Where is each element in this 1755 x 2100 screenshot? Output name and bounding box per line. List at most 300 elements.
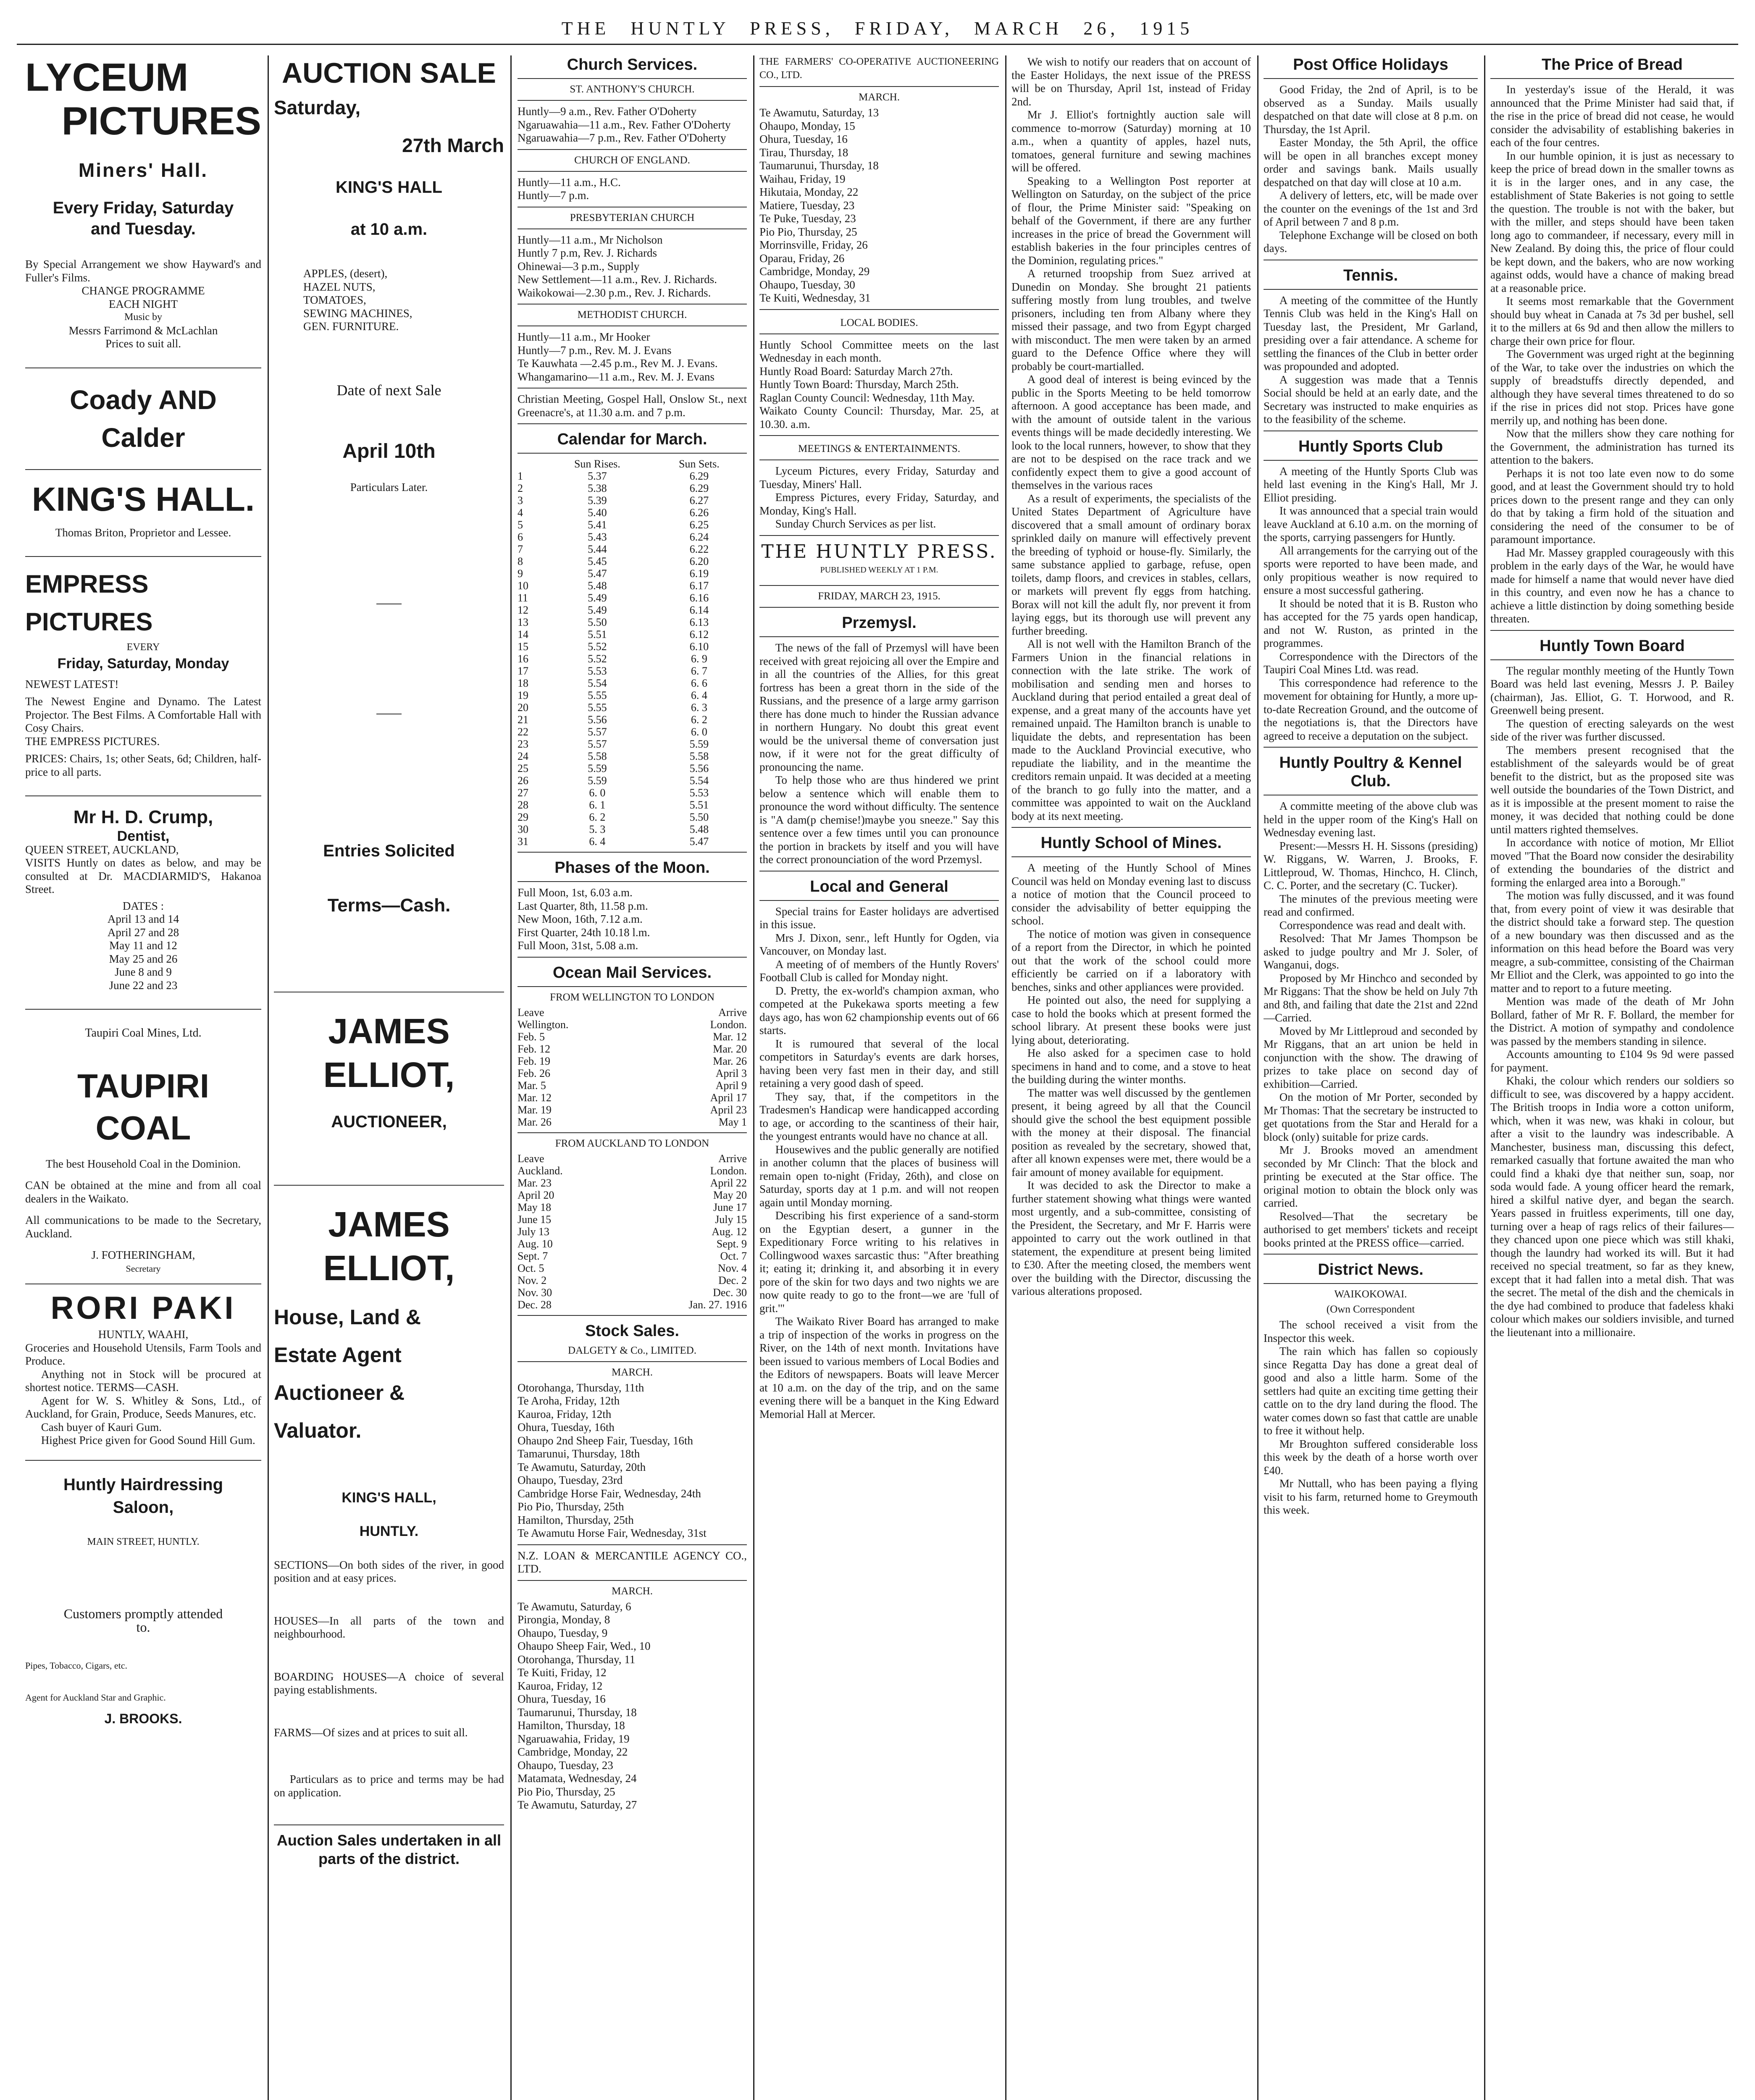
calendar-cell: 5.58 <box>689 750 709 762</box>
calendar-cell: 19 <box>518 689 528 701</box>
column-rule <box>1257 55 1258 2100</box>
moon-1: Full Moon, 1st, 6.03 a.m. <box>518 886 633 899</box>
calendar-cell: 6.12 <box>689 628 709 640</box>
price-of-bread-heading: The Price of Bread <box>1542 56 1683 74</box>
mail-leave-cell: Feb. 12 <box>518 1042 550 1055</box>
dates-3: May 11 and 12 <box>109 939 177 952</box>
lg-8: Describing his first experience of a sand-storm on the Egyptian desert, a gunner in the Expeditionary Force writing to his relatives in Collingwood waxes sarcastic thus: "After breathing it; eating it; drinking it, and absorbing it in every pore of the skin for two days and two nights we are now quite ready to go to the front—we are 'full of grit.'" <box>759 1209 999 1315</box>
calendar-cell: 16 <box>518 653 528 665</box>
calendar-cell: 6. 6 <box>691 677 707 689</box>
pipes-tobacco: Pipes, Tobacco, Cigars, etc. <box>25 1660 128 1671</box>
mail-header-row <box>518 1165 747 1177</box>
calendar-cell: 5.37 <box>588 470 607 482</box>
lg-5: It is rumoured that several of the local competitors in Saturday's events are dark horses, having been very fast men in their day, and still retaining a very good dash of speed. <box>759 1037 999 1089</box>
stock-sale-item: Te Kuiti, Wednesday, 31 <box>759 291 871 304</box>
methodist-4: Whangamarino—11 a.m., Rev. M. J. Evans <box>518 370 715 383</box>
calendar-cell: 6.19 <box>689 567 709 580</box>
stock-sale-item: Te Awamutu, Saturday, 27 <box>518 1798 637 1811</box>
mail-leave-cell: Oct. 5 <box>518 1262 544 1274</box>
calendar-cell: 15 <box>518 640 528 653</box>
calendar-cell: 18 <box>518 677 528 689</box>
mail-header-row <box>518 1018 747 1031</box>
mail-arrive-cell: June 17 <box>713 1201 747 1213</box>
st-anthonys: ST. ANTHONY'S CHURCH. <box>570 84 695 95</box>
po-1: Good Friday, the 2nd of April, is to be observed as a Sunday. Mails usually despatched on that date will close at 8 p.m. on Thursday, the 1st April. <box>1264 83 1478 136</box>
mail-row <box>518 1055 747 1067</box>
lg-7: Housewives and the public generally are notified in another column that the places of business will remain open to-night (Friday, 26th), and close on Saturday, sports day at 1 p.m. and will not reopen again until Monday morning. <box>759 1143 999 1209</box>
calendar-cell: 5.49 <box>588 604 607 616</box>
poultry-2: Present:—Messrs H. H. Sissons (presiding) W. Riggans, W. Warren, J. Brooks, F. Littleproud, W. Thomas, Hinchco, H. Clinch, C. C. Porter, and the secretary (C. Tucker). <box>1264 839 1478 892</box>
mail-header-row <box>518 1152 747 1165</box>
stock-sale-item: Te Aroha, Friday, 12th <box>518 1394 620 1407</box>
calendar-cell: 24 <box>518 750 528 762</box>
calendar-header-row <box>518 458 747 470</box>
stock-sale-item: Ohaupo, Tuesday, 23rd <box>518 1474 623 1486</box>
auction-sales-undertaken: Auction Sales undertaken in all parts of the district. <box>276 1832 502 1867</box>
calendar-row <box>518 482 747 494</box>
calendar-header-cell: Sun Sets. <box>678 458 720 470</box>
best-household-coal: The best Household Coal in the Dominion. <box>45 1157 241 1170</box>
calendar-cell: 6.29 <box>689 482 709 494</box>
coady-calder: Coady AND Calder <box>70 384 217 453</box>
farmers-coop: THE FARMERS' CO-OPERATIVE AUCTIONEERING CO., LTD. <box>759 56 999 81</box>
calendar-cell: 5.59 <box>588 774 607 787</box>
mail-arrive-cell: April 9 <box>715 1079 747 1092</box>
stock-sale-item: Matiere, Tuesday, 23 <box>759 199 855 212</box>
calendar-cell: 5.59 <box>588 762 607 774</box>
c5-4: A returned troopship from Suez arrived at Dunedin on Monday. She brought 21 patients suffering mostly from lung troubles, and twelve prisoners, including ten from Albany where they missed their passage, and two from Egypt charged with misconduct. The men were taken by an armed guard to the Defence Office where they will probably be court-martialled. <box>1011 267 1251 373</box>
mail-leave-cell: Mar. 26 <box>518 1116 552 1128</box>
empress-every: EVERY <box>126 642 160 653</box>
goods-1: APPLES, (desert), <box>303 267 388 280</box>
st-anthony-3: Ngaruawahia—7 p.m., Rev. Father O'Doherty <box>518 131 726 144</box>
kings-hall-proprietor: Thomas Briton, Proprietor and Lessee. <box>55 526 231 539</box>
calendar-cell: 25 <box>518 762 528 774</box>
stock-sale-item: Te Awamutu Horse Fair, Wednesday, 31st <box>518 1527 707 1539</box>
prices-suit: Prices to suit all. <box>105 337 181 350</box>
calendar-cell: 5.53 <box>689 787 709 799</box>
bread-3: It seems most remarkable that the Government should buy wheat in Canada at 7s 3d per bushel, sell it to the millers at 6s 9d and then allow the millers to charge their own price for flour. <box>1490 295 1734 347</box>
sports-6: This correspondence had reference to the movement for obtaining for Huntly, a more up-to-date Recreation Ground, and the outcome of the negotiations is, that the Directors have agreed to receive a deputation on the subject. <box>1264 676 1478 742</box>
stock-sale-item: Te Awamutu, Saturday, 6 <box>518 1600 631 1613</box>
calendar-cell: 26 <box>518 774 528 787</box>
mines-6: It was decided to ask the Director to make a further statement showing what things were wanted most urgently, and a sub-committee, consisting of the President, the Secretary, and Mr F. Harris were appointed to carry out the work outlined in that statement, the expenditure at present being limited to £30. After the meeting closed, the members went over the building with the Director, discussing the various alterations proposed. <box>1011 1179 1251 1297</box>
calendar-cell: 6.29 <box>689 470 709 482</box>
estate-agent: Estate Agent <box>274 1343 402 1367</box>
auctioneer: AUCTIONEER, <box>331 1112 447 1131</box>
waikokowai: WAIKOKOWAI. <box>1334 1289 1407 1300</box>
column-2 <box>274 55 504 2100</box>
stock-sale-item: Tirau, Thursday, 18 <box>759 146 849 159</box>
stock-sale-item: Hamilton, Thursday, 25th <box>518 1513 634 1526</box>
entries-solicited: Entries Solicited <box>323 841 455 860</box>
stock-sale-item: Oparau, Friday, 26 <box>759 252 845 265</box>
calendar-cell: 5.59 <box>689 738 709 750</box>
tb-7: Accounts amounting to £104 9s 9d were passed for payment. <box>1490 1048 1734 1074</box>
calendar-row <box>518 738 747 750</box>
rori-price: Highest Price given for Good Sound Hill Gum. <box>41 1434 255 1446</box>
calendar-cell: 3 <box>518 494 523 507</box>
calendar-heading: Calendar for March. <box>557 430 707 448</box>
local-general-heading: Local and General <box>810 877 948 895</box>
poultry-10: Resolved—That the secretary be authorised to get members' tickets and receipt books printed at the PRESS office—carried. <box>1264 1210 1478 1249</box>
mail-arrive-cell: April 17 <box>710 1091 747 1104</box>
tb-3: The members present recognised that the establishment of the saleyards would be of great benefit to the district, but as the proposed site was well outside the boundaries of the Town District, and as it is impossible at the present moment to raise the money, it was decided that nothing could be done until matters righted themselves. <box>1490 743 1734 836</box>
calendar-row <box>518 519 747 531</box>
particulars-later: Particulars Later. <box>350 481 428 494</box>
dn-1: The school received a visit from the Inspector this week. <box>1264 1318 1478 1344</box>
lg-2: Mrs J. Dixon, senr., left Huntly for Ogden, via Vancouver, on Monday last. <box>759 931 999 957</box>
rori-goods: Groceries and Household Utensils, Farm Tools and Produce. <box>25 1341 261 1367</box>
stock-sale-item: Taumarunui, Thursday, 18 <box>518 1706 637 1719</box>
calendar-cell: 1 <box>518 470 523 482</box>
calendar-cell: 5.51 <box>588 628 607 640</box>
mail-row <box>518 1274 747 1286</box>
stock-sale-item: Tamarunui, Thursday, 18th <box>518 1447 640 1460</box>
calendar-cell: 9 <box>518 567 523 580</box>
calendar-cell: 5.57 <box>588 726 607 738</box>
dates-label: DATES : <box>122 899 164 912</box>
column-rule <box>753 55 754 2100</box>
calendar-cell: 5. 3 <box>589 823 606 835</box>
stock-sale-item: Kauroa, Friday, 12 <box>518 1679 603 1692</box>
calendar-cell: 23 <box>518 738 528 750</box>
dentist: Dentist, <box>117 828 170 844</box>
mail-arrive-cell: Mar. 26 <box>713 1055 747 1067</box>
calendar-cell: 6.27 <box>689 494 709 507</box>
town-board-heading: Huntly Town Board <box>1540 637 1685 655</box>
mail-leave-cell: Mar. 5 <box>518 1079 546 1092</box>
calendar-table <box>518 458 747 848</box>
calendar-cell: 6. 1 <box>589 799 606 811</box>
column-rule <box>510 55 512 2100</box>
mail-header-cell: Arrive <box>718 1152 747 1165</box>
calendar-cell: 5.47 <box>588 567 607 580</box>
poultry-kennel-heading: Huntly Poultry & Kennel Club. <box>1279 754 1462 790</box>
mail-arrive-cell: May 1 <box>718 1116 747 1128</box>
farms: FARMS—Of sizes and at prices to suit all. <box>274 1726 468 1739</box>
terms-cash: Terms—Cash. <box>327 895 451 916</box>
mail-header-cell: London. <box>710 1164 747 1177</box>
calendar-row <box>518 774 747 787</box>
mail-row <box>518 1067 747 1079</box>
mail-leave-cell: Mar. 19 <box>518 1103 552 1116</box>
calendar-cell: 6.26 <box>689 507 709 519</box>
methodist-3: Te Kauwhata —2.45 p.m., Rev M. J. Evans. <box>518 357 718 370</box>
calendar-cell: 14 <box>518 628 528 640</box>
calendar-cell: 6.13 <box>689 616 709 628</box>
calendar-cell: 5.54 <box>689 774 709 787</box>
fotheringham: J. FOTHERINGHAM, <box>91 1249 195 1261</box>
calendar-cell: 11 <box>518 592 528 604</box>
main-street: MAIN STREET, HUNTLY. <box>87 1536 200 1547</box>
school-of-mines-heading: Huntly School of Mines. <box>1040 834 1222 852</box>
mail-row <box>518 1250 747 1262</box>
mail-arrive-cell: Mar. 20 <box>713 1042 747 1055</box>
mail-row <box>518 1031 747 1043</box>
calendar-row <box>518 677 747 689</box>
march-27: 27th March <box>402 134 504 156</box>
calendar-cell: 5.48 <box>588 580 607 592</box>
mail-table-2 <box>518 1152 747 1311</box>
mail-header-cell: Leave <box>518 1006 544 1018</box>
goods-5: GEN. FURNITURE. <box>303 320 399 333</box>
mail-leave-cell: Feb. 5 <box>518 1030 545 1043</box>
mail-leave-cell: May 18 <box>518 1201 552 1213</box>
each-night: EACH NIGHT <box>108 297 178 310</box>
bread-5: Now that the millers show they care nothing for the Government, the administration has turned its attention to the bakers. <box>1490 427 1734 466</box>
po-2: Easter Monday, the 5th April, the office will be open in all branches except money order and savings bank. Mails usually despatched on that day will close at 10 a.m. <box>1264 136 1478 189</box>
coe-2: Huntly—7 p.m. <box>518 189 589 202</box>
dalgety: DALGETY & Co., LIMITED. <box>568 1344 696 1356</box>
house-land: House, Land & <box>274 1305 421 1329</box>
masthead-rule <box>17 44 1738 45</box>
sports-1: A meeting of the Huntly Sports Club was held last evening in the King's Hall, Mr J. Elliot presiding. <box>1264 465 1478 504</box>
lb-3: Huntly Town Board: Thursday, March 25th. <box>759 378 959 391</box>
mail-arrive-cell: Sept. 9 <box>716 1237 747 1250</box>
c5-5: A good deal of interest is being evinced by the public in the Sports Meeting to be held tomorrow afternoon. A good acceptance has been made, and with the amount of outside talent in the various events things will be made decidedly interesting. We look to the local runners, however, to show that they are not to be despised on the race track and we confidently expect them to give a good account of themselves in the various races <box>1011 373 1251 491</box>
calendar-cell: 5.40 <box>588 507 607 519</box>
presbyterian: PRESBYTERIAN CHURCH <box>570 212 695 223</box>
sports-club-heading: Huntly Sports Club <box>1298 437 1443 455</box>
calendar-row <box>518 616 747 628</box>
lg-6: They say, that, if the competitors in the Tradesmen's Handicap were handicapped according to age, or according to the scantiness of their hair, the youngest entrants would have no chance at all. <box>759 1090 999 1142</box>
calendar-cell: 6. 4 <box>589 835 606 848</box>
mail-header-cell: Arrive <box>718 1006 747 1018</box>
mail-arrive-cell: April 23 <box>710 1103 747 1116</box>
dates-5: June 8 and 9 <box>115 966 172 978</box>
meetings-heading: MEETINGS & ENTERTAINMENTS. <box>798 443 961 454</box>
calendar-cell: 5.56 <box>588 714 607 726</box>
nz-loan: N.Z. LOAN & MERCANTILE AGENCY CO., LTD. <box>518 1549 747 1575</box>
james-elliot-title-2: JAMES ELLIOT, <box>323 1204 455 1288</box>
mail-row <box>518 1104 747 1116</box>
calendar-cell: 5.53 <box>588 665 607 677</box>
calendar-row <box>518 689 747 701</box>
mail-arrive-cell: Jan. 27. 1916 <box>688 1298 747 1311</box>
mines-4: He also asked for a specimen case to hold specimens in hand and to come, and a stove to heat the building during the winter months. <box>1011 1047 1251 1086</box>
dates-1: April 13 and 14 <box>107 913 179 925</box>
valuator: Valuator. <box>274 1418 362 1442</box>
dates-6: June 22 and 23 <box>109 979 178 992</box>
district-news-heading: District News. <box>1318 1261 1424 1278</box>
meet-1: Lyceum Pictures, every Friday, Saturday and Tuesday, Miners' Hall. <box>759 465 999 491</box>
calendar-row <box>518 726 747 738</box>
bread-7: Had Mr. Massey grappled courageously with this problem in the early days of the War, he would have made for himself a name that would never have died in this country, and even now he has a chance to achieve a little distinction by doing something beside threaten. <box>1490 546 1734 625</box>
stock-sale-item: Ohaupo, Monday, 15 <box>759 119 855 132</box>
calendar-cell: 6. 7 <box>691 665 707 677</box>
tb-4: In accordance with notice of motion, Mr Elliot moved "That the Board now consider the desirability of extending the boundaries of the district and forming the enlarged area into a Borough." <box>1490 836 1734 889</box>
calendar-cell: 6.24 <box>689 531 709 543</box>
po-4: Telephone Exchange will be closed on both days. <box>1264 228 1478 255</box>
date-next-sale: Date of next Sale <box>336 381 441 399</box>
kings-hall-huntly: KING'S HALL, <box>342 1489 436 1506</box>
lg-3: A meeting of of members of the Huntly Rovers' Football Club is called for Monday night. <box>759 958 999 984</box>
sale-time: at 10 a.m. <box>350 220 428 239</box>
rori-cash: Cash buyer of Kauri Gum. <box>41 1420 162 1433</box>
calendar-cell: 6. 2 <box>589 811 606 823</box>
dates-4: May 25 and 26 <box>109 952 178 965</box>
calendar-cell: 6.17 <box>689 580 709 592</box>
st-anthony-2: Ngaruawahia—11 a.m., Rev. Father O'Doherty <box>518 118 731 131</box>
kings-hall-title: KING'S HALL. <box>32 480 255 518</box>
mail-leave-cell: Nov. 30 <box>518 1286 552 1299</box>
calendar-cell: 6. 0 <box>691 726 707 738</box>
stock-sale-item: Te Awamutu, Saturday, 13 <box>759 106 879 119</box>
moon-4: First Quarter, 24th 10.18 l.m. <box>518 926 650 939</box>
calendar-row <box>518 470 747 482</box>
calendar-row <box>518 835 747 848</box>
mail-row <box>518 1116 747 1128</box>
presby-1: Huntly—11 a.m., Mr Nicholson <box>518 233 663 246</box>
calendar-cell: 6.14 <box>689 604 709 616</box>
c5-3: Speaking to a Wellington Post reporter at Wellington on Saturday, on the subject of the price of flour, the Prime Minister said: "Speaking on behalf of the Government, if there are any further increases in the price of bread the Government will establish bakeries in the four principles centres of the Dominion, regulating prices." <box>1011 174 1251 267</box>
hairdressing-title: Huntly Hairdressing <box>63 1475 223 1494</box>
calendar-cell: 2 <box>518 482 523 494</box>
stock-sale-item: Ohura, Tuesday, 16 <box>759 133 848 145</box>
mail-row <box>518 1177 747 1189</box>
mail-leave-cell: Feb. 19 <box>518 1055 550 1067</box>
calendar-row <box>518 580 747 592</box>
prz-2: To help those who are thus hindered we print below a sentence which will enable them to pronounce the word without difficulty. The sentence is "A dam(p chemise!)maybe you sneeze." Say this sentence over a few times until you can pronounce the portion in brackets by itself and you will have the correct pronounciation of the word Przemysl. <box>759 774 999 866</box>
presby-2: Huntly 7 p.m, Rev. J. Richards <box>518 247 657 259</box>
christian-meeting: Christian Meeting, Gospel Hall, Onslow St., next Greenacre's, at 11.30 a.m. and 7 p.m. <box>518 393 747 419</box>
column-rule <box>1005 55 1006 2100</box>
methodist: METHODIST CHURCH. <box>577 309 687 320</box>
calendar-cell: 5.50 <box>689 811 709 823</box>
tennis-2: A suggestion was made that a Tennis Social should be held at an early date, and the Secretary was instructed to make enquiries as to the feasibility of the scheme. <box>1264 373 1478 425</box>
mail-arrive-cell: April 3 <box>715 1067 747 1079</box>
tb-2: The question of erecting saleyards on the west side of the river was further discussed. <box>1490 717 1734 743</box>
calendar-row <box>518 750 747 762</box>
calendar-cell: 5.51 <box>689 799 709 811</box>
mail-row <box>518 1286 747 1299</box>
special-arrangement: By Special Arrangement we show Hayward's and Fuller's Films. <box>25 258 261 284</box>
published-weekly: PUBLISHED WEEKLY AT 1 P.M. <box>820 565 938 575</box>
mail-table-1 <box>518 1006 747 1128</box>
presby-5: Waikokowai—2.30 p.m., Rev. J. Richards. <box>518 286 711 299</box>
column-5 <box>1011 55 1251 2100</box>
calendar-cell: 20 <box>518 701 528 714</box>
goods-2: HAZEL NUTS, <box>303 280 376 293</box>
mail-row <box>518 1189 747 1201</box>
rori-stock: Anything not in Stock will be procured at shortest notice. TERMS—CASH. <box>25 1368 261 1394</box>
stock-sale-item: Ohaupo, Tuesday, 9 <box>518 1626 608 1639</box>
sports-2: It was announced that a special train would leave Auckland at 6.10 a.m. on the morning of the sports, carrying passengers for Huntly. <box>1264 504 1478 543</box>
dn-3: Mr Broughton suffered considerable loss this week by the death of a horse worth over £40. <box>1264 1437 1478 1477</box>
column-rule <box>1484 55 1485 2100</box>
sports-4: It should be noted that it is B. Ruston who has accepted for the 75 yards open handicap, and not W. Ruston, as printed in the programmes. <box>1264 597 1478 649</box>
calendar-cell: 5.41 <box>588 519 607 531</box>
tb-6: Mention was made of the death of Mr John Bollard, father of Mr R. F. Bollard, the member for the District. A motion of sympathy and condolence was passed by the members standing in silence. <box>1490 995 1734 1047</box>
local-bodies: LOCAL BODIES. <box>840 317 918 328</box>
c5-6: As a result of experiments, the specialists of the United States Department of Agriculture have discovered that a small amount of ordinary borax sprinkled daily on manure will effectively prevent the breeding of typhoid or house-fly. Similarly, the same substance applied to garbage, refuse, open toilets, damp floors, and crevices in stables, cellars, or markets will prevent fly eggs from hatching. Borax will not kill the adult fly, nor prevent it from laying eggs, but its thorough use will prevent any further breeding. <box>1011 492 1251 637</box>
stock-sale-item: Pio Pio, Thursday, 25 <box>759 225 857 238</box>
calendar-cell: 30 <box>518 823 528 835</box>
moon-3: New Moon, 16th, 7.12 a.m. <box>518 913 643 925</box>
st-anthony-1: Huntly—9 a.m., Rev. Father O'Doherty <box>518 105 697 118</box>
agent-auckland-star: Agent for Auckland Star and Graphic. <box>25 1692 166 1703</box>
tennis-1: A meeting of the committee of the Huntly Tennis Club was held in the King's Hall on Tuesday last, the President, Mr Garland, presiding over a fair attendance. A scheme for settling the finances of the Club in better order was propounded and adopted. <box>1264 294 1478 373</box>
mail-heading: Ocean Mail Services. <box>552 963 712 982</box>
calendar-header-cell <box>518 458 543 470</box>
brooks: J. BROOKS. <box>104 1711 182 1726</box>
empress-name: THE EMPRESS PICTURES. <box>25 735 160 748</box>
c5-7: All is not well with the Hamilton Branch of the Farmers Union in the financial relations in connection with the late strike. The work of mobilisation and sending men and horses to Auckland during that period entailed a great deal of expense, and a great many of the accounts have yet remained unpaid. The Hamilton branch is unable to liquidate the debts, and representation has been made to the Auckland Provincial executive, who repudiate the liability, and in the meantime the creditors remain unpaid. It was decided at a meeting of the branch to go fully into the matter, and a committee was appointed to wait on the Auckland body at its next meeting. <box>1011 638 1251 822</box>
column-6 <box>1264 55 1478 2100</box>
calendar-header-cell: Sun Rises. <box>574 458 620 470</box>
lb-1: Huntly School Committee meets on the last Wednesday in each month. <box>759 338 999 364</box>
calendar-row <box>518 628 747 640</box>
stock-sale-item: Ngaruawahia, Friday, 19 <box>518 1732 630 1745</box>
stock-sale-item: Ohaupo 2nd Sheep Fair, Tuesday, 16th <box>518 1434 693 1447</box>
stock-sale-item: Ohura, Tuesday, 16 <box>518 1693 606 1705</box>
mail-arrive-cell: Dec. 30 <box>713 1286 747 1299</box>
bread-2: In our humble opinion, it is just as necessary to keep the price of bread down in the smaller towns as it is in the larger ones, and in any case, the establishment of State Bakeries is not going to settle the question. The trouble is not with the baker, but with the miller, and steps should have been taken long ago to commandeer, if necessary, every mill in New Zealand. By doing this, the price of flour could be kept down, and the bakers, who are now working against odds, would have a chance of making bread at a reasonable price. <box>1490 149 1734 294</box>
methodist-2: Huntly—7 p.m., Rev. M. J. Evans <box>518 344 672 357</box>
c5-2: Mr J. Elliot's fortnightly auction sale will commence to-morrow (Saturday) morning at 10 a.m., when a quantity of apples, hazel nuts, tomatoes, general furniture and sewing machines will be offered. <box>1011 108 1251 174</box>
mail-leave-cell: Dec. 28 <box>518 1298 552 1311</box>
stock-sale-item: Te Puke, Tuesday, 23 <box>759 212 856 225</box>
stock-sale-item: Otorohanga, Thursday, 11th <box>518 1381 644 1394</box>
music-by: Music by <box>124 312 162 323</box>
mail-arrive-cell: July 15 <box>715 1213 747 1226</box>
mail-arrive-cell: Dec. 2 <box>718 1274 747 1286</box>
empress-engine: The Newest Engine and Dynamo. The Latest Projector. The Best Films. A Comfortable Hall with Cosy Chairs. <box>25 695 261 734</box>
lg-9: The Waikato River Board has arranged to make a trip of inspection of the works in progress on the River, on the 14th of next month. Invitations have been issued to various members of Local Bodies and the Editors of newspapers. Boats will leave Mercer at 10 a.m. on the day of the trip, and on the same evening there will be a banquet in the King Edward Memorial Hall at Mercer. <box>759 1315 999 1420</box>
calendar-cell: 5.56 <box>689 762 709 774</box>
crump-dentist: Mr H. D. Crump, <box>73 807 213 827</box>
every-friday: Every Friday, Saturday <box>53 199 234 217</box>
calendar-cell: 17 <box>518 665 528 677</box>
calendar-cell: 5.54 <box>588 677 607 689</box>
rori-paki-title: RORI PAKI <box>50 1290 236 1326</box>
calendar-cell: 6. 9 <box>691 653 707 665</box>
boarding-houses: BOARDING HOUSES—A choice of several paying establishments. <box>274 1670 504 1696</box>
calendar-row <box>518 799 747 811</box>
calendar-cell: 5.52 <box>588 653 607 665</box>
mail-row <box>518 1299 747 1311</box>
stock-sale-item: Hamilton, Thursday, 18 <box>518 1719 625 1732</box>
meet-2: Empress Pictures, every Friday, Saturday, and Monday, King's Hall. <box>759 491 999 517</box>
column-7 <box>1490 55 1734 2100</box>
calendar-row <box>518 714 747 726</box>
mail-row <box>518 1238 747 1250</box>
column-3 <box>518 55 747 2100</box>
coe-1: Huntly—11 a.m., H.C. <box>518 176 621 189</box>
calendar-cell: 4 <box>518 507 523 519</box>
empress-days: Friday, Saturday, Monday <box>57 655 229 672</box>
calendar-cell: 28 <box>518 799 528 811</box>
calendar-row <box>518 762 747 774</box>
calendar-cell: 6. 3 <box>691 701 707 714</box>
calendar-cell: 6.16 <box>689 592 709 604</box>
calendar-cell: 6. 2 <box>691 714 707 726</box>
calendar-row <box>518 787 747 799</box>
stock-sale-item: Taumarunui, Thursday, 18 <box>759 159 879 172</box>
rori-agent: Agent for W. S. Whitley & Sons, Ltd., of Auckland, for Grain, Produce, Seeds Manures, etc. <box>25 1394 261 1420</box>
mail-arrive-cell: Nov. 4 <box>717 1262 747 1274</box>
empress-pictures-title: EMPRESS PICTURES <box>25 570 153 636</box>
c5-1: We wish to notify our readers that on account of the Easter Holidays, the next issue of the PRESS will be on Thursday, April 1st, instead of Friday 2nd. <box>1011 55 1251 108</box>
newest-latest: NEWEST LATEST! <box>25 677 119 690</box>
calendar-cell: 8 <box>518 555 523 567</box>
particulars-price: Particulars as to price and terms may be had on application. <box>274 1773 504 1799</box>
calendar-cell: 5.47 <box>689 835 709 848</box>
calendar-cell: 12 <box>518 604 528 616</box>
mail-row <box>518 1043 747 1055</box>
poultry-3: The minutes of the previous meeting were read and confirmed. <box>1264 892 1478 918</box>
